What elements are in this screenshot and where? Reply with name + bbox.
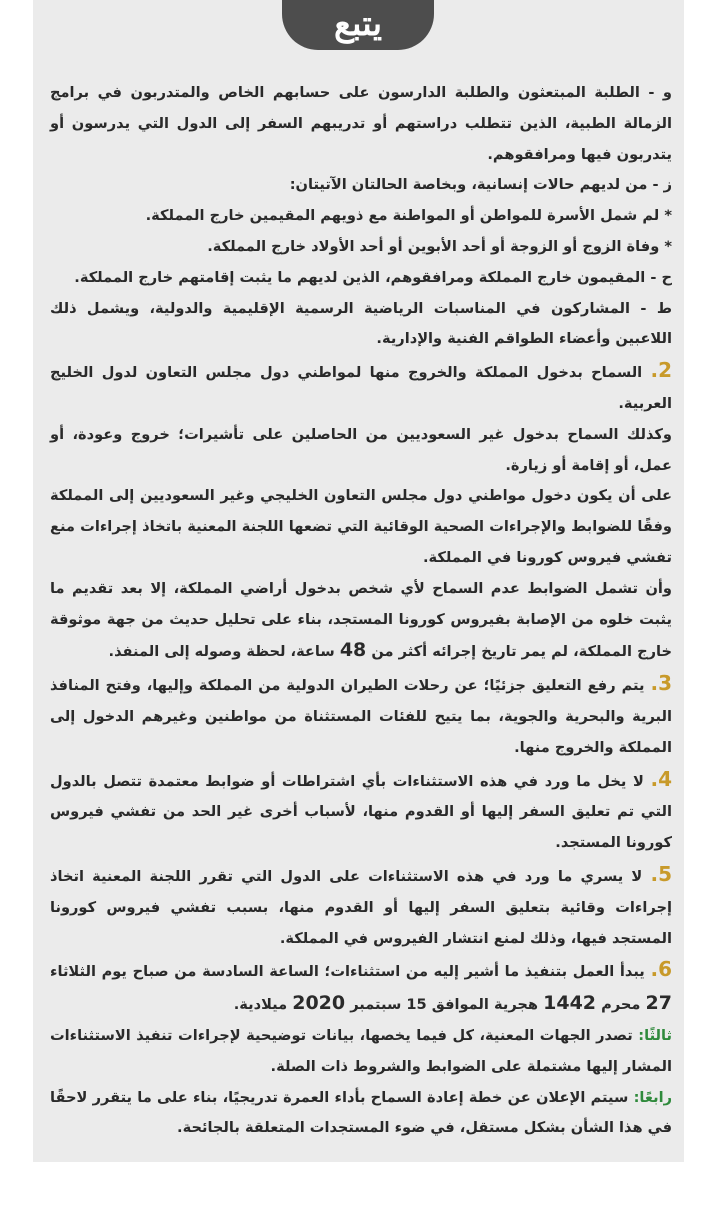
document-body [50,78,672,1144]
text-segment: ساعة، لحظة وصوله إلى المنفذ. [108,643,335,661]
section-label: ثالثًا: [638,1026,672,1044]
text-segment: يبدأ العمل بتنفيذ ما أشير إليه من استثناءات؛ الساعة السادسة من صباح يوم الثلاثاء [50,963,645,981]
hours-number: 48 [339,639,367,662]
section-third [50,1021,672,1083]
item-number: 4. [650,766,672,791]
bullet-death-of-relative: * وفاة الزوج أو الزوجة أو أحد الأبوين أو أحد الأولاد خارج المملكة. [207,237,672,255]
item-number: 6. [650,957,672,982]
text-segment: محرم [601,996,641,1014]
item-text: السماح بدخول المملكة والخروج منها لمواطني دول مجلس التعاون لدول الخليج العربية. [50,364,672,412]
item-text: يتم رفع التعليق جزئيًا؛ عن رحلات الطيران الدولية من المملكة وإليها، وفتح المنافذ البرية والبحرية والجوية، بما يتيح للفئات المستثناة من مواطنين وغيرهم الدخول إلى المملكة والخروج منها. [50,677,672,756]
text-segment: وأن تشمل الضوابط عدم السماح لأي شخص بدخول أراضي المملكة، إلا بعد تقديم ما يثبت خلوه من الإصابة بفيروس كورونا المستجد، بناء على تحليل حديث من جهة موثوقة خارج المملكة، لم يمر تاريخ إجرائه أكثر من [50,579,672,661]
header-tab [282,0,434,50]
item-number: 2. [650,358,672,383]
item-text: لا يسري ما ورد في هذه الاستثناءات على الدول التي تقرر اللجنة المعنية اتخاذ إجراءات وقائية بتعليق السفر إليها أو القدوم منها، بسبب تفشي فيروس كورونا المستجد فيها، وذلك لمنع انتشار الفيروس في المملكة. [50,867,672,947]
text-segment: هجرية الموافق 15 سبتمبر [350,996,539,1014]
item-text: لا يخل ما ورد في هذه الاستثناءات بأي اشتراطات أو ضوابط معتمدة تتصل بالدول التي تم تعليق السفر إليها أو القدوم منها، لأسباب أخرى غير الحد من تفشي فيروس كورونا المستجد. [50,772,672,852]
gregorian-year: 2020 [292,992,346,1015]
paragraph-visas: وكذلك السماح بدخول غير السعوديين من الحاصلين على تأشيرات؛ خروج وعودة، أو عمل، أو إقامة أو زيارة. [50,425,672,474]
item-5 [50,859,672,954]
hijri-year: 1442 [543,992,597,1015]
section-label: رابعًا: [633,1088,672,1106]
item-2 [50,355,672,420]
paragraph-ha: ح - المقيمون خارج المملكة ومرافقوهم، الذين لديهم ما يثبت إقامتهم خارج المملكة. [74,268,672,286]
item-6 [50,954,672,1021]
header-title: يتبع [333,4,383,44]
section-fourth [50,1083,672,1145]
paragraph-waw: و - الطلبة المبتعثون والطلبة الدارسون على حسابهم الخاص والمتدربون في برامج الزمالة الطبية، الذين تتطلب دراستهم أو تدريبهم السفر إلى الدول التي يدرسون أو يتدربون فيها ومرافقوهم. [50,84,672,163]
section-text: تصدر الجهات المعنية، كل فيما يخصها، بيانات توضيحية لإجراءات تنفيذ الاستثناءات المشار إليها مشتملة على الضوابط والشروط ذات الصلة. [50,1026,672,1075]
paragraph-covid-test [50,574,672,668]
bullet-family-reunion: * لم شمل الأسرة للمواطن أو المواطنة مع ذويهم المقيمين خارج المملكة. [145,207,672,225]
section-text: سيتم الإعلان عن خطة إعادة السماح بأداء العمرة تدريجيًا، بناء على ما يتقرر لاحقًا في هذا الشأن بشكل مستقل، في ضوء المستجدات المتعلقة بالجائحة. [50,1088,672,1137]
item-number: 5. [650,861,672,886]
paragraph-ta: ط - المشاركون في المناسبات الرياضية الرسمية الإقليمية والدولية، ويشمل ذلك اللاعبين وأعضاء الطواقم الفنية والإدارية. [50,299,672,348]
paragraph-gcc-entry: على أن يكون دخول مواطني دول مجلس التعاون الخليجي وغير السعوديين إلى المملكة وفقًا للضوابط والإجراءات الصحية الوقائية التي تضعها اللجنة المعنية باتخاذ إجراءات منع تفشي فيروس كورونا في المملكة. [50,487,672,566]
item-3 [50,668,672,763]
text-segment: ميلادية. [233,996,288,1014]
day-number: 27 [645,992,672,1015]
paragraph-zay: ز - من لديهم حالات إنسانية، وبخاصة الحالتان الآتيتان: [289,176,672,194]
item-4 [50,764,672,859]
item-number: 3. [650,671,672,696]
